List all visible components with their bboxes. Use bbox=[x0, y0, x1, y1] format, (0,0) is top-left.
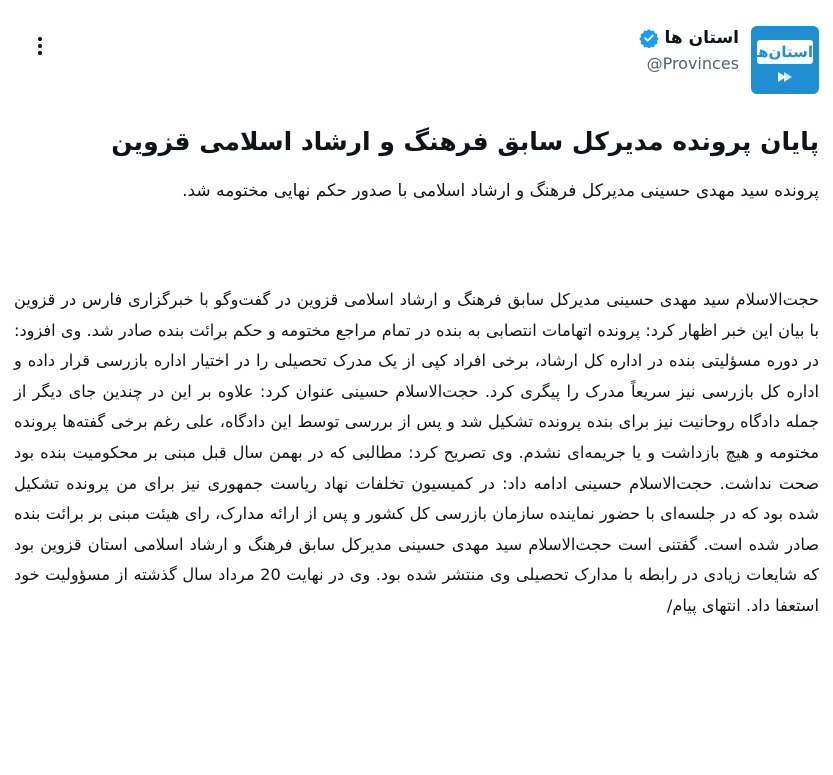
post-header bbox=[14, 24, 819, 94]
account-info bbox=[639, 28, 739, 73]
more-vertical-icon[interactable] bbox=[28, 34, 52, 58]
post-title: پایان پرونده مدیرکل سابق فرهنگ و ارشاد اسلامی قزوین bbox=[111, 127, 819, 156]
logo-mark-icon bbox=[778, 72, 792, 82]
account-display-name[interactable]: استان ها bbox=[664, 28, 739, 48]
post-body: حجت‌الاسلام سید مهدی حسینی مدیرکل سابق فرهنگ و ارشاد اسلامی قزوین در گفت‌وگو با خبرگزاری فارس در قزوین با بیان این خبر اظهار کرد: پرونده اتهامات انتصابی به بنده در تمام مراجع مختومه و حکم برائت بنده صادر شد. وی افزود: در دوره مسؤلیتی بنده در اداره کل ارشاد، برخی افراد کپی از یک مدرک تحصیلی را در اختیار اداره بازرسی قرار داده و اداره کل بازرسی نیز سریعاً مدرک را پیگری کرد. حجت‌الاسلام حسینی عنوان کرد: علاوه بر این در چندین جای دیگر از جمله دادگاه روحانیت نیز برای بنده پرونده تشکیل شد و پس از بررسی توسط این دادگاه، علی رغم برخی گفته‌ها پرونده مختومه و هیچ بازداشت و یا جریمه‌ای نشدم. وی تصریح کرد: مطالبی که در بهمن سال قبل مبنی بر محکومیت بنده بود صحت نداشت. حجت‌الاسلام حسینی ادامه داد: در کمیسیون تخلفات نهاد ریاست جمهوری نیز برای من پرونده تشکیل شده بود که در جلسه‌ای با حضور نماینده سازمان بازرسی کل کشور و پس از ارائه مدارک، رای هیئت مبنی بر برائت بنده صادر شده است. گفتنی است حجت‌الاسلام سید مهدی حسینی مدیرکل سابق فرهنگ و ارشاد اسلامی استان قزوین بود که شایعات زیادی در رابطه با مدارک تحصیلی وی منتشر شده بود. وی در نهایت 20 مرداد سال گذشته از مسؤولیت خود استعفا داد. انتهای پیام/ bbox=[14, 290, 820, 615]
avatar[interactable] bbox=[751, 26, 819, 94]
verified-badge-icon bbox=[639, 28, 659, 48]
account-handle[interactable]: @Provinces bbox=[646, 54, 739, 73]
avatar-logo-text: استان‌ها bbox=[757, 40, 813, 64]
post-lead: پرونده سید مهدی حسینی مدیرکل فرهنگ و ارشاد اسلامی با صدور حکم نهایی مختومه شد. bbox=[182, 181, 819, 201]
